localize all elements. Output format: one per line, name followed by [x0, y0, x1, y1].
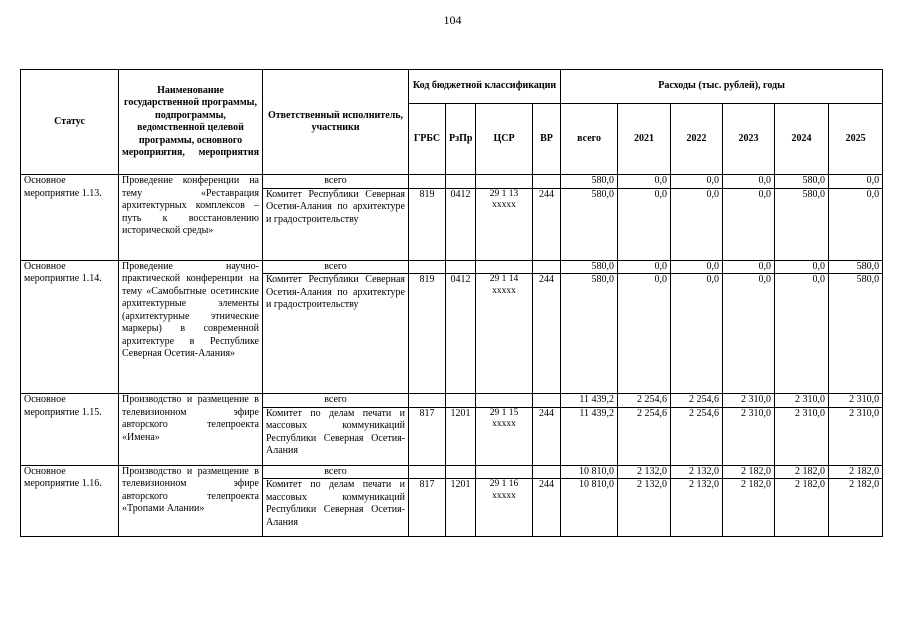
- value-cell: 580,0: [561, 274, 618, 394]
- header-csr: ЦСР: [476, 104, 533, 175]
- table-row-total: [21, 394, 883, 408]
- vr-cell: 244: [533, 407, 561, 465]
- responsible-cell: Комитет по делам печати и массовых коммуникаций Республики Северная Осетия-Алания: [263, 479, 409, 537]
- value-cell: 2 182,0: [829, 479, 883, 537]
- total-value-cell: 0,0: [618, 260, 671, 274]
- value-cell: 0,0: [723, 274, 775, 394]
- responsible-cell: Комитет по делам печати и массовых коммуникаций Республики Северная Осетия-Алания: [263, 407, 409, 465]
- event-name-cell: Производство и размещение в телевизионном эфире авторского телепроекта «Имена»: [119, 394, 263, 466]
- empty-cell: [446, 465, 476, 479]
- value-cell: 2 310,0: [723, 407, 775, 465]
- empty-cell: [476, 260, 533, 274]
- page-number: 104: [443, 13, 462, 27]
- empty-cell: [409, 260, 446, 274]
- value-cell: 2 182,0: [775, 479, 829, 537]
- header-2021: 2021: [618, 104, 671, 175]
- grbs-cell: 819: [409, 274, 446, 394]
- total-value-cell: 580,0: [561, 260, 618, 274]
- grbs-cell: 819: [409, 188, 446, 260]
- event-name-cell: Производство и размещение в телевизионном эфире авторского телепроекта «Тропами Алании»: [119, 465, 263, 537]
- value-cell: 580,0: [829, 274, 883, 394]
- total-value-cell: 2 132,0: [618, 465, 671, 479]
- total-value-cell: 11 439,2: [561, 394, 618, 408]
- total-value-cell: 0,0: [618, 175, 671, 189]
- total-value-cell: 2 132,0: [671, 465, 723, 479]
- empty-cell: [446, 175, 476, 189]
- total-value-cell: 10 810,0: [561, 465, 618, 479]
- total-value-cell: 2 310,0: [723, 394, 775, 408]
- header-rzpr: РзПр: [446, 104, 476, 175]
- value-cell: 2 182,0: [723, 479, 775, 537]
- total-value-cell: 0,0: [671, 175, 723, 189]
- status-cell: Основное мероприятие 1.16.: [21, 465, 119, 537]
- empty-cell: [446, 394, 476, 408]
- header-2022: 2022: [671, 104, 723, 175]
- header-2025: 2025: [829, 104, 883, 175]
- csr-cell: 29 1 14 xxxxx: [476, 274, 533, 394]
- grbs-cell: 817: [409, 479, 446, 537]
- total-label-cell: всего: [263, 175, 409, 189]
- empty-cell: [533, 465, 561, 479]
- vr-cell: 244: [533, 274, 561, 394]
- empty-cell: [476, 394, 533, 408]
- header-name: Наименование государственной программы, подпрограммы, ведомственной целевой программы, основного мероприятия, мероприятия: [119, 70, 263, 175]
- rzpr-cell: 0412: [446, 274, 476, 394]
- header-2024: 2024: [775, 104, 829, 175]
- empty-cell: [446, 260, 476, 274]
- value-cell: 2 310,0: [775, 407, 829, 465]
- header-total: всего: [561, 104, 618, 175]
- responsible-cell: Комитет Республики Северная Осетия-Алания по архитектуре и градостроительству: [263, 188, 409, 260]
- value-cell: 2 254,6: [671, 407, 723, 465]
- csr-cell: 29 1 16 xxxxx: [476, 479, 533, 537]
- status-cell: Основное мероприятие 1.13.: [21, 175, 119, 261]
- header-vr: ВР: [533, 104, 561, 175]
- header-status: Статус: [21, 70, 119, 175]
- value-cell: 0,0: [618, 188, 671, 260]
- value-cell: 0,0: [829, 188, 883, 260]
- total-label-cell: всего: [263, 465, 409, 479]
- rzpr-cell: 1201: [446, 407, 476, 465]
- value-cell: 0,0: [618, 274, 671, 394]
- value-cell: 580,0: [775, 188, 829, 260]
- empty-cell: [533, 394, 561, 408]
- vr-cell: 244: [533, 479, 561, 537]
- total-value-cell: 0,0: [671, 260, 723, 274]
- value-cell: 0,0: [723, 188, 775, 260]
- value-cell: 0,0: [775, 274, 829, 394]
- value-cell: 0,0: [671, 274, 723, 394]
- total-value-cell: 2 310,0: [775, 394, 829, 408]
- table-header: [21, 70, 883, 175]
- csr-cell: 29 1 13 xxxxx: [476, 188, 533, 260]
- total-value-cell: 0,0: [775, 260, 829, 274]
- budget-table: [20, 69, 883, 537]
- total-value-cell: 0,0: [723, 175, 775, 189]
- header-expenses: Расходы (тыс. рублей), годы: [561, 70, 883, 104]
- rzpr-cell: 1201: [446, 479, 476, 537]
- total-value-cell: 580,0: [561, 175, 618, 189]
- total-label-cell: всего: [263, 260, 409, 274]
- value-cell: 2 310,0: [829, 407, 883, 465]
- value-cell: 2 132,0: [671, 479, 723, 537]
- value-cell: 11 439,2: [561, 407, 618, 465]
- total-value-cell: 2 182,0: [829, 465, 883, 479]
- value-cell: 10 810,0: [561, 479, 618, 537]
- total-value-cell: 580,0: [775, 175, 829, 189]
- rzpr-cell: 0412: [446, 188, 476, 260]
- table-row-total: [21, 465, 883, 479]
- value-cell: 2 254,6: [618, 407, 671, 465]
- total-value-cell: 2 182,0: [775, 465, 829, 479]
- status-cell: Основное мероприятие 1.15.: [21, 394, 119, 466]
- value-cell: 2 132,0: [618, 479, 671, 537]
- empty-cell: [476, 465, 533, 479]
- total-value-cell: 0,0: [829, 175, 883, 189]
- header-responsible: Ответственный исполнитель, участники: [263, 70, 409, 175]
- total-value-cell: 580,0: [829, 260, 883, 274]
- total-label-cell: всего: [263, 394, 409, 408]
- grbs-cell: 817: [409, 407, 446, 465]
- value-cell: 0,0: [671, 188, 723, 260]
- empty-cell: [409, 465, 446, 479]
- vr-cell: 244: [533, 188, 561, 260]
- total-value-cell: 2 254,6: [618, 394, 671, 408]
- total-value-cell: 2 254,6: [671, 394, 723, 408]
- total-value-cell: 2 310,0: [829, 394, 883, 408]
- total-value-cell: 0,0: [723, 260, 775, 274]
- empty-cell: [476, 175, 533, 189]
- table-row-total: [21, 175, 883, 189]
- csr-cell: 29 1 15 xxxxx: [476, 407, 533, 465]
- header-grbs: ГРБС: [409, 104, 446, 175]
- responsible-cell: Комитет Республики Северная Осетия-Алания по архитектуре и градостроительству: [263, 274, 409, 394]
- header-budget-code: Код бюджетной классификации: [409, 70, 561, 104]
- empty-cell: [409, 175, 446, 189]
- event-name-cell: Проведение конференции на тему «Реставрация архитектурных комплексов – путь к восстановлению исторической среды»: [119, 175, 263, 261]
- empty-cell: [533, 175, 561, 189]
- value-cell: 580,0: [561, 188, 618, 260]
- event-name-cell: Проведение научно-практической конференции на тему «Самобытные осетинские архитектурные элементы (архитектурные этнические маркеры) в современной архитектуре в Республике Северная Осетия-Алания»: [119, 260, 263, 394]
- table-row-total: [21, 260, 883, 274]
- empty-cell: [409, 394, 446, 408]
- table-body: [21, 175, 883, 537]
- empty-cell: [533, 260, 561, 274]
- total-value-cell: 2 182,0: [723, 465, 775, 479]
- status-cell: Основное мероприятие 1.14.: [21, 260, 119, 394]
- header-2023: 2023: [723, 104, 775, 175]
